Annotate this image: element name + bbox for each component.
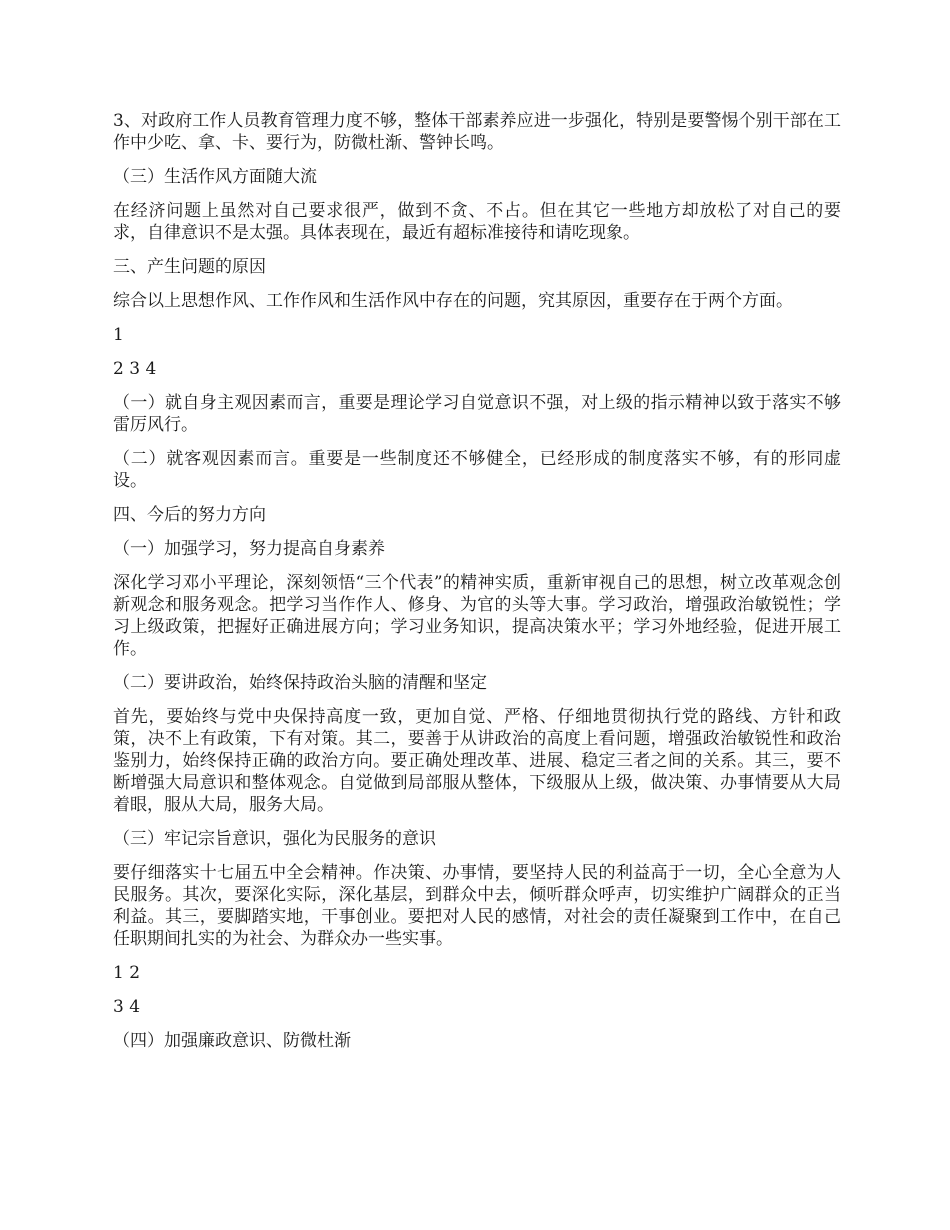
paragraph-study-details: 深化学习邓小平理论，深刻领悟“三个代表”的精神实质，重新审视自己的思想，树立改革观念创新观念和服务观念。把学习当作作人、修身、为官的头等大事。学习政治，增强政治敏锐性；学习上级政策，把握好正确进展方向；学习业务知识，提高决策水平；学习外地经验，促进开展工作。 xyxy=(113,573,841,659)
paragraph-politics-details: 首先，要始终与党中央保持高度一致，更加自觉、严格、仔细地贯彻执行党的路线、方针和政策，决不上有政策，下有对策。其二，要善于从讲政治的高度上看问题，增强政治敏锐性和政治鉴别力，始终保持正确的政治方向。要正确处理改革、进展、稳定三者之间的关系。其三，要不断增强大局意识和整体观念。自觉做到局部服从整体，下级服从上级，做决策、办事情要从大局着眼，服从大局，服务大局。 xyxy=(113,707,841,815)
subheading-strengthen-study: （一）加强学习，努力提高自身素养 xyxy=(113,539,385,559)
section-heading-causes: 三、产生问题的原因 xyxy=(113,257,266,277)
page-number-marker: 1 xyxy=(113,325,124,345)
page-number-marker: 2 3 4 xyxy=(113,359,157,379)
page-number-marker: 3 4 xyxy=(113,997,141,1017)
paragraph-economic-issues: 在经济问题上虽然对自己要求很严，做到不贪、不占。但在其它一些地方却放松了对自己的要求，自律意识不是太强。具体表现在，最近有超标准接待和请吃现象。 xyxy=(113,201,841,243)
paragraph-subjective-factors: （一）就自身主观因素而言，重要是理论学习自觉意识不强，对上级的指示精神以致于落实不够雷厉风行。 xyxy=(113,393,841,435)
subheading-politics: （二）要讲政治，始终保持政治头脑的清醒和坚定 xyxy=(113,673,487,693)
page-number-marker: 1 2 xyxy=(113,963,141,983)
document-page xyxy=(113,110,841,1064)
subheading-service-awareness: （三）牢记宗旨意识，强化为民服务的意识 xyxy=(113,829,436,849)
paragraph-item-3-education-management: 3、对政府工作人员教育管理力度不够，整体干部素养应进一步强化，特别是要警惕个别干部在工作中少吃、拿、卡、要行为，防微杜渐、警钟长鸣。 xyxy=(113,111,841,153)
subheading-integrity: （四）加强廉政意识、防微杜渐 xyxy=(113,1031,351,1051)
paragraph-objective-factors: （二）就客观因素而言。重要是一些制度还不够健全，已经形成的制度落实不够，有的形同虚设。 xyxy=(113,449,841,491)
paragraph-service-details: 要仔细落实十七届五中全会精神。作决策、办事情，要坚持人民的利益高于一切，全心全意为人民服务。其次，要深化实际，深化基层，到群众中去，倾听群众呼声，切实维护广阔群众的正当利益。其三，要脚踏实地，干事创业。要把对人民的感情，对社会的责任凝聚到工作中，在自己任职期间扎实的为社会、为群众办一些实事。 xyxy=(113,863,841,949)
paragraph-causes-summary: 综合以上思想作风、工作作风和生活作风中存在的问题，究其原因，重要存在于两个方面。 xyxy=(113,291,793,311)
section-heading-future-direction: 四、今后的努力方向 xyxy=(113,505,266,525)
subheading-lifestyle: （三）生活作风方面随大流 xyxy=(113,167,317,187)
